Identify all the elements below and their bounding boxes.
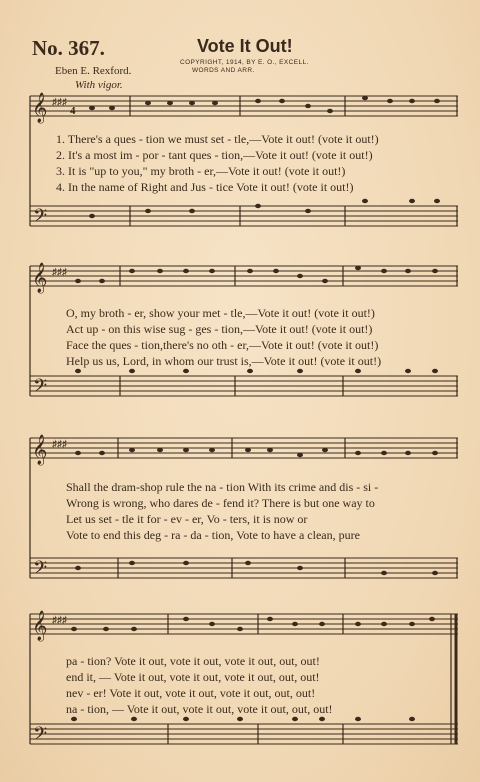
bass-staff-4 xyxy=(30,724,458,744)
treble-clef-icon: 𝄞 xyxy=(32,263,48,292)
treble-staff-2 xyxy=(30,266,458,286)
hymn-number: No. 367. xyxy=(32,36,105,60)
copyright-line-1: COPYRIGHT, 1914, BY E. O., EXCELL. xyxy=(180,59,309,66)
lyric-line: Act up - on this wise sug - ges - tion,—Vote it out! (vote it out!) xyxy=(66,322,373,336)
treble-staff-4 xyxy=(30,614,458,634)
copyright-notice xyxy=(180,59,309,75)
bass-staff-2 xyxy=(30,376,458,396)
tempo-marking: With vigor. xyxy=(75,79,123,91)
lyric-line: Help us us, Lord, in whom our trust is,—Vote it out! (vote it out!) xyxy=(66,354,382,368)
lyric-line: Wrong is wrong, who dares de - fend it? There is but one way to xyxy=(66,496,375,510)
bass-clef-icon: 𝄢 xyxy=(33,375,48,400)
time-signature-icon: 4 xyxy=(70,105,76,117)
treble-staff-3 xyxy=(30,438,458,458)
key-signature-icon: ♯♯♯ xyxy=(52,615,67,626)
lyric-line: Let us set - tle it for - ev - er, Vo - ters, it is now or xyxy=(66,512,308,526)
hymn-title: Vote It Out! xyxy=(197,36,293,56)
lyric-line: Face the ques - tion,there's no oth - er,—Vote it out! (vote it out!) xyxy=(66,338,379,352)
key-signature-icon: ♯♯♯ xyxy=(52,267,67,278)
bass-clef-icon: 𝄢 xyxy=(33,557,48,582)
key-signature-icon: ♯♯♯ xyxy=(52,97,67,108)
lyric-line: 1. There's a ques - tion we must set - tle,—Vote it out! (vote it out!) xyxy=(56,132,379,146)
treble-clef-icon: 𝄞 xyxy=(32,611,48,640)
bass-clef-icon: 𝄢 xyxy=(33,205,48,230)
copyright-line-2: WORDS AND ARR. xyxy=(192,67,255,74)
bass-staff-3 xyxy=(30,558,458,578)
author-credit: Eben E. Rexford. xyxy=(55,65,132,77)
lyric-line: na - tion, — Vote it out, vote it out, vote it out, out, out! xyxy=(66,702,333,716)
lyric-line: 4. In the name of Right and Jus - tice Vote it out! (vote it out!) xyxy=(56,180,354,194)
lyric-line: 3. It is "up to you," my broth - er,—Vote it out! (vote it out!) xyxy=(56,164,346,178)
lyric-line: nev - er! Vote it out, vote it out, vote it out, out, out! xyxy=(66,686,316,700)
treble-staff-1 xyxy=(30,96,458,116)
bass-clef-icon: 𝄢 xyxy=(33,723,48,748)
lyric-line: 2. It's a most im - por - tant ques - tion,—Vote it out! (vote it out!) xyxy=(56,148,373,162)
lyric-line: pa - tion? Vote it out, vote it out, vote it out, out, out! xyxy=(66,654,320,668)
lyric-line: end it, — Vote it out, vote it out, vote it out, out, out! xyxy=(66,670,320,684)
lyric-line: Vote to end this deg - ra - da - tion, Vote to have a clean, pure xyxy=(66,528,360,542)
treble-clef-icon: 𝄞 xyxy=(32,435,48,464)
treble-clef-icon: 𝄞 xyxy=(32,93,48,122)
key-signature-icon: ♯♯♯ xyxy=(52,439,67,450)
lyric-line: Shall the dram-shop rule the na - tion With its crime and dis - si - xyxy=(66,480,379,494)
lyric-line: O, my broth - er, show your met - tle,—Vote it out! (vote it out!) xyxy=(66,306,375,320)
